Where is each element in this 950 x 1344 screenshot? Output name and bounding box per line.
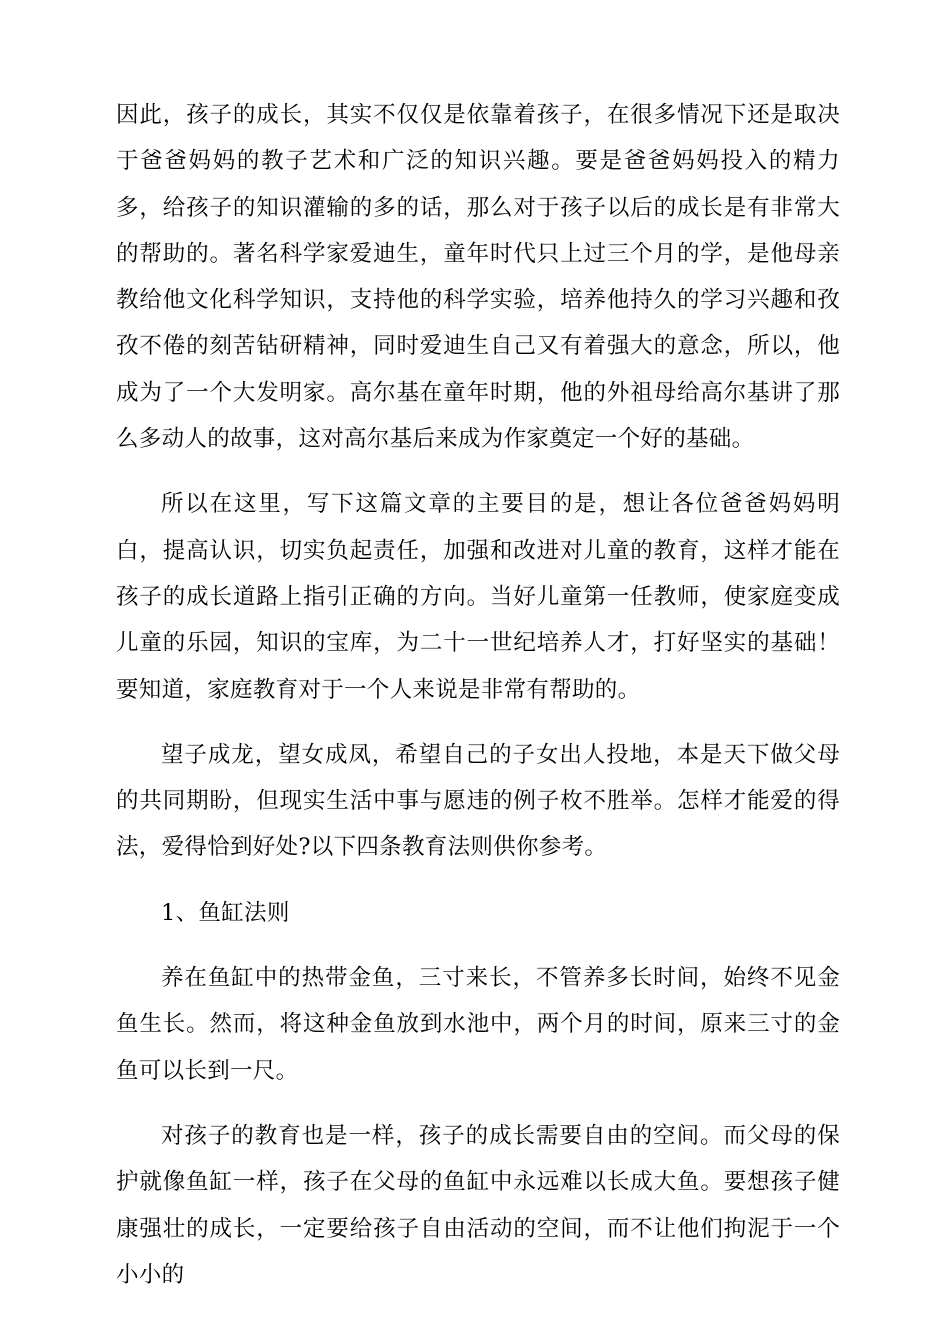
paragraph-purpose: 所以在这里，写下这篇文章的主要目的是，想让各位爸爸妈妈明白，提高认识，切实负起责任，加强和改进对儿童的教育，这样才能在孩子的成长道路上指引正确的方向。当好儿童第一任教师，使家庭变成儿童的乐园，知识的宝库，为二十一世纪培养人才，打好坚实的基础！要知道，家庭教育对于一个人来说是非常有帮助的。	[116, 491, 840, 703]
document-body	[116, 92, 840, 1298]
paragraph-child-education: 对孩子的教育也是一样，孩子的成长需要自由的空间。而父母的保护就像鱼缸一样，孩子在父母的鱼缸中永远难以长成大鱼。要想孩子健康强壮的成长，一定要给孩子自由活动的空间，而不让他们拘泥于一个小小的	[116, 1122, 840, 1288]
paragraph-expectation: 望子成龙，望女成凤，希望自己的子女出人投地，本是天下做父母的共同期盼，但现实生活中事与愿违的例子枚不胜举。怎样才能爱的得法，爱得恰到好处?以下四条教育法则供你参考。	[116, 741, 840, 861]
paragraph-intro: 因此，孩子的成长，其实不仅仅是依靠着孩子，在很多情况下还是取决于爸爸妈妈的教子艺术和广泛的知识兴趣。要是爸爸妈妈投入的精力多，给孩子的知识灌输的多的话，那么对于孩子以后的成长是有非常大的帮助的。著名科学家爱迪生，童年时代只上过三个月的学，是他母亲教给他文化科学知识，支持他的科学实验，培养他持久的学习兴趣和孜孜不倦的刻苦钻研精神，同时爱迪生自己又有着强大的意念，所以，他成为了一个大发明家。高尔基在童年时期，他的外祖母给高尔基讲了那么多动人的故事，这对高尔基后来成为作家奠定一个好的基础。	[116, 102, 840, 453]
paragraph-goldfish: 养在鱼缸中的热带金鱼，三寸来长，不管养多长时间，始终不见金鱼生长。然而，将这种金鱼放到水池中，两个月的时间，原来三寸的金鱼可以长到一尺。	[116, 965, 840, 1084]
section-heading-fish-tank-rule: 1、鱼缸法则	[161, 899, 290, 926]
